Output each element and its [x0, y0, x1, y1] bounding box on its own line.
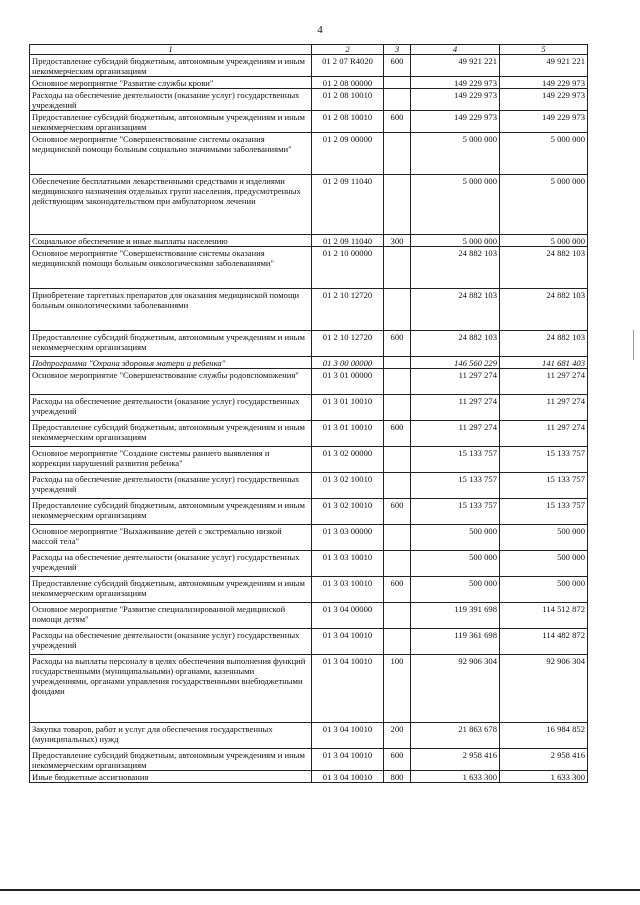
table-row — [30, 655, 588, 723]
row-code: 01 3 01 10010 — [312, 421, 384, 447]
row-name: Предоставление субсидий бюджетным, автономным учреждениям и иным некоммерческим организациям — [30, 749, 312, 771]
row-amount-col4: 500 000 — [411, 551, 500, 577]
table-row — [30, 235, 588, 247]
row-name: Основное мероприятие "Совершенствование службы родовспоможения" — [30, 369, 312, 395]
table-row — [30, 551, 588, 577]
row-name: Предоставление субсидий бюджетным, автономным учреждениям и иным некоммерческим организациям — [30, 331, 312, 357]
page-number: 4 — [317, 24, 323, 36]
row-expense-type — [384, 77, 411, 89]
row-expense-type — [384, 395, 411, 421]
row-expense-type — [384, 473, 411, 499]
row-amount-col5: 24 882 103 — [500, 289, 588, 331]
row-amount-col5: 141 681 403 — [500, 357, 588, 369]
row-amount-col4: 500 000 — [411, 577, 500, 603]
row-code: 01 3 02 00000 — [312, 447, 384, 473]
row-expense-type — [384, 89, 411, 111]
row-amount-col4: 92 906 304 — [411, 655, 500, 723]
row-code: 01 3 01 10010 — [312, 395, 384, 421]
row-amount-col4: 11 297 274 — [411, 369, 500, 395]
row-name: Предоставление субсидий бюджетным, автономным учреждениям и иным некоммерческим организациям — [30, 577, 312, 603]
table-row — [30, 577, 588, 603]
row-code: 01 3 03 10010 — [312, 551, 384, 577]
row-name: Расходы на обеспечение деятельности (оказание услуг) государственных учреждений — [30, 89, 312, 111]
row-expense-type: 600 — [384, 55, 411, 77]
row-expense-type — [384, 603, 411, 629]
row-amount-col5: 2 958 416 — [500, 749, 588, 771]
row-expense-type — [384, 629, 411, 655]
budget-table — [29, 44, 588, 783]
table-row — [30, 331, 588, 357]
row-code: 01 3 02 10010 — [312, 473, 384, 499]
row-amount-col4: 146 560 229 — [411, 357, 500, 369]
row-name: Предоставление субсидий бюджетным, автономным учреждениям и иным некоммерческим организациям — [30, 421, 312, 447]
row-amount-col5: 11 297 274 — [500, 421, 588, 447]
row-name: Расходы на обеспечение деятельности (оказание услуг) государственных учреждений — [30, 629, 312, 655]
row-code: 01 3 01 00000 — [312, 369, 384, 395]
table-row — [30, 771, 588, 783]
row-code: 01 3 04 10010 — [312, 749, 384, 771]
row-amount-col5: 92 906 304 — [500, 655, 588, 723]
column-header: 1 — [30, 45, 312, 55]
table-row — [30, 629, 588, 655]
row-amount-col4: 11 297 274 — [411, 421, 500, 447]
row-code: 01 2 10 12720 — [312, 289, 384, 331]
row-name: Основное мероприятие "Совершенствование системы оказания медицинской помощи больным онкологическими заболеваниями" — [30, 247, 312, 289]
table-row — [30, 499, 588, 525]
row-amount-col4: 24 882 103 — [411, 331, 500, 357]
row-name: Основное мероприятие "Развитие службы крови" — [30, 77, 312, 89]
table-row — [30, 133, 588, 175]
row-expense-type: 200 — [384, 723, 411, 749]
row-expense-type — [384, 551, 411, 577]
row-amount-col5: 149 229 973 — [500, 77, 588, 89]
row-code: 01 3 04 10010 — [312, 655, 384, 723]
row-amount-col5: 114 512 872 — [500, 603, 588, 629]
row-amount-col5: 49 921 221 — [500, 55, 588, 77]
row-name: Основное мероприятие "Выхаживание детей с экстремально низкой массой тела" — [30, 525, 312, 551]
row-amount-col4: 149 229 973 — [411, 89, 500, 111]
row-amount-col5: 16 984 852 — [500, 723, 588, 749]
row-amount-col5: 11 297 274 — [500, 369, 588, 395]
row-amount-col5: 149 229 973 — [500, 89, 588, 111]
row-amount-col4: 15 133 757 — [411, 473, 500, 499]
column-header: 3 — [384, 45, 411, 55]
row-amount-col5: 114 482 872 — [500, 629, 588, 655]
row-name: Расходы на выплаты персоналу в целях обеспечения выполнения функций государственными (муниципальными) органами, казенными учреждениями, органами управления государственными внебюджетными фондами — [30, 655, 312, 723]
row-name: Приобретение таргетных препаратов для оказания медицинской помощи больным онкологическими заболеваниями — [30, 289, 312, 331]
row-name: Предоставление субсидий бюджетным, автономным учреждениям и иным некоммерческим организациям — [30, 499, 312, 525]
row-expense-type — [384, 289, 411, 331]
row-amount-col4: 11 297 274 — [411, 395, 500, 421]
table-row — [30, 247, 588, 289]
row-name: Социальное обеспечение и иные выплаты населению — [30, 235, 312, 247]
row-amount-col4: 49 921 221 — [411, 55, 500, 77]
row-expense-type — [384, 247, 411, 289]
row-amount-col4: 24 882 103 — [411, 289, 500, 331]
row-name: Иные бюджетные ассигнования — [30, 771, 312, 783]
row-amount-col4: 21 863 678 — [411, 723, 500, 749]
row-amount-col5: 1 633 300 — [500, 771, 588, 783]
row-name: Предоставление субсидий бюджетным, автономным учреждениям и иным некоммерческим организациям — [30, 111, 312, 133]
row-code: 01 2 09 00000 — [312, 133, 384, 175]
row-code: 01 2 08 10010 — [312, 89, 384, 111]
row-name: Расходы на обеспечение деятельности (оказание услуг) государственных учреждений — [30, 551, 312, 577]
row-code: 01 2 09 11040 — [312, 235, 384, 247]
row-code: 01 3 03 00000 — [312, 525, 384, 551]
row-amount-col5: 15 133 757 — [500, 473, 588, 499]
table-row — [30, 749, 588, 771]
row-amount-col4: 149 229 973 — [411, 111, 500, 133]
row-amount-col5: 500 000 — [500, 525, 588, 551]
row-amount-col5: 500 000 — [500, 577, 588, 603]
table-body — [30, 55, 588, 783]
row-name: Подпрограмма "Охрана здоровья матери и ребенка" — [30, 357, 312, 369]
row-amount-col5: 11 297 274 — [500, 395, 588, 421]
row-amount-col5: 15 133 757 — [500, 499, 588, 525]
row-amount-col5: 24 882 103 — [500, 331, 588, 357]
row-name: Основное мероприятие "Совершенствование системы оказания медицинской помощи больным социально значимыми заболеваниями" — [30, 133, 312, 175]
row-amount-col4: 24 882 103 — [411, 247, 500, 289]
table-row — [30, 77, 588, 89]
row-expense-type — [384, 357, 411, 369]
table-row — [30, 421, 588, 447]
row-expense-type: 100 — [384, 655, 411, 723]
row-expense-type: 600 — [384, 331, 411, 357]
row-code: 01 3 04 10010 — [312, 771, 384, 783]
table-row — [30, 603, 588, 629]
row-name: Расходы на обеспечение деятельности (оказание услуг) государственных учреждений — [30, 473, 312, 499]
row-amount-col4: 500 000 — [411, 525, 500, 551]
row-code: 01 3 04 10010 — [312, 723, 384, 749]
row-code: 01 3 04 10010 — [312, 629, 384, 655]
row-amount-col4: 5 000 000 — [411, 133, 500, 175]
table-row — [30, 175, 588, 235]
row-amount-col4: 2 958 416 — [411, 749, 500, 771]
row-expense-type — [384, 133, 411, 175]
row-code: 01 3 03 10010 — [312, 577, 384, 603]
row-amount-col4: 119 361 698 — [411, 629, 500, 655]
row-code: 01 3 00 00000 — [312, 357, 384, 369]
row-expense-type — [384, 447, 411, 473]
table-row — [30, 55, 588, 77]
row-name: Основное мероприятие "Развитие специализированной медицинской помощи детям" — [30, 603, 312, 629]
row-expense-type: 800 — [384, 771, 411, 783]
row-expense-type: 600 — [384, 421, 411, 447]
row-expense-type — [384, 525, 411, 551]
row-amount-col4: 5 000 000 — [411, 235, 500, 247]
row-name: Обеспечение бесплатными лекарственными средствами и изделиями медицинского назначения отдельных групп населения, предусмотренных действующим законодательством при амбулаторном лечении — [30, 175, 312, 235]
row-expense-type: 300 — [384, 235, 411, 247]
row-expense-type: 600 — [384, 499, 411, 525]
table-row — [30, 111, 588, 133]
table-row — [30, 447, 588, 473]
row-code: 01 2 10 00000 — [312, 247, 384, 289]
row-amount-col4: 5 000 000 — [411, 175, 500, 235]
row-code: 01 3 04 00000 — [312, 603, 384, 629]
table-row — [30, 525, 588, 551]
table-row — [30, 289, 588, 331]
row-name: Предоставление субсидий бюджетным, автономным учреждениям и иным некоммерческим организациям — [30, 55, 312, 77]
column-header: 2 — [312, 45, 384, 55]
row-amount-col4: 149 229 973 — [411, 77, 500, 89]
row-code: 01 2 08 00000 — [312, 77, 384, 89]
row-name: Основное мероприятие "Создание системы раннего выявления и коррекции нарушений развития ребенка" — [30, 447, 312, 473]
row-code: 01 2 07 R4020 — [312, 55, 384, 77]
table-row — [30, 357, 588, 369]
row-amount-col4: 15 133 757 — [411, 499, 500, 525]
row-amount-col4: 15 133 757 — [411, 447, 500, 473]
page-bottom-border — [0, 889, 640, 891]
table-row — [30, 723, 588, 749]
table-row — [30, 369, 588, 395]
row-amount-col5: 5 000 000 — [500, 235, 588, 247]
row-amount-col4: 119 391 698 — [411, 603, 500, 629]
row-code: 01 3 02 10010 — [312, 499, 384, 525]
table-row — [30, 89, 588, 111]
row-amount-col5: 24 882 103 — [500, 247, 588, 289]
row-expense-type: 600 — [384, 111, 411, 133]
row-amount-col5: 5 000 000 — [500, 175, 588, 235]
column-header: 5 — [500, 45, 588, 55]
column-header: 4 — [411, 45, 500, 55]
row-name: Расходы на обеспечение деятельности (оказание услуг) государственных учреждений — [30, 395, 312, 421]
row-amount-col5: 149 229 973 — [500, 111, 588, 133]
row-expense-type — [384, 369, 411, 395]
table-row — [30, 473, 588, 499]
row-amount-col5: 5 000 000 — [500, 133, 588, 175]
row-code: 01 2 09 11040 — [312, 175, 384, 235]
table-row — [30, 395, 588, 421]
scan-mark — [633, 330, 634, 360]
row-expense-type: 600 — [384, 749, 411, 771]
row-amount-col5: 15 133 757 — [500, 447, 588, 473]
row-expense-type — [384, 175, 411, 235]
table-header-row — [30, 45, 588, 55]
row-code: 01 2 08 10010 — [312, 111, 384, 133]
row-name: Закупка товаров, работ и услуг для обеспечения государственных (муниципальных) нужд — [30, 723, 312, 749]
row-expense-type: 600 — [384, 577, 411, 603]
row-amount-col4: 1 633 300 — [411, 771, 500, 783]
row-code: 01 2 10 12720 — [312, 331, 384, 357]
row-amount-col5: 500 000 — [500, 551, 588, 577]
